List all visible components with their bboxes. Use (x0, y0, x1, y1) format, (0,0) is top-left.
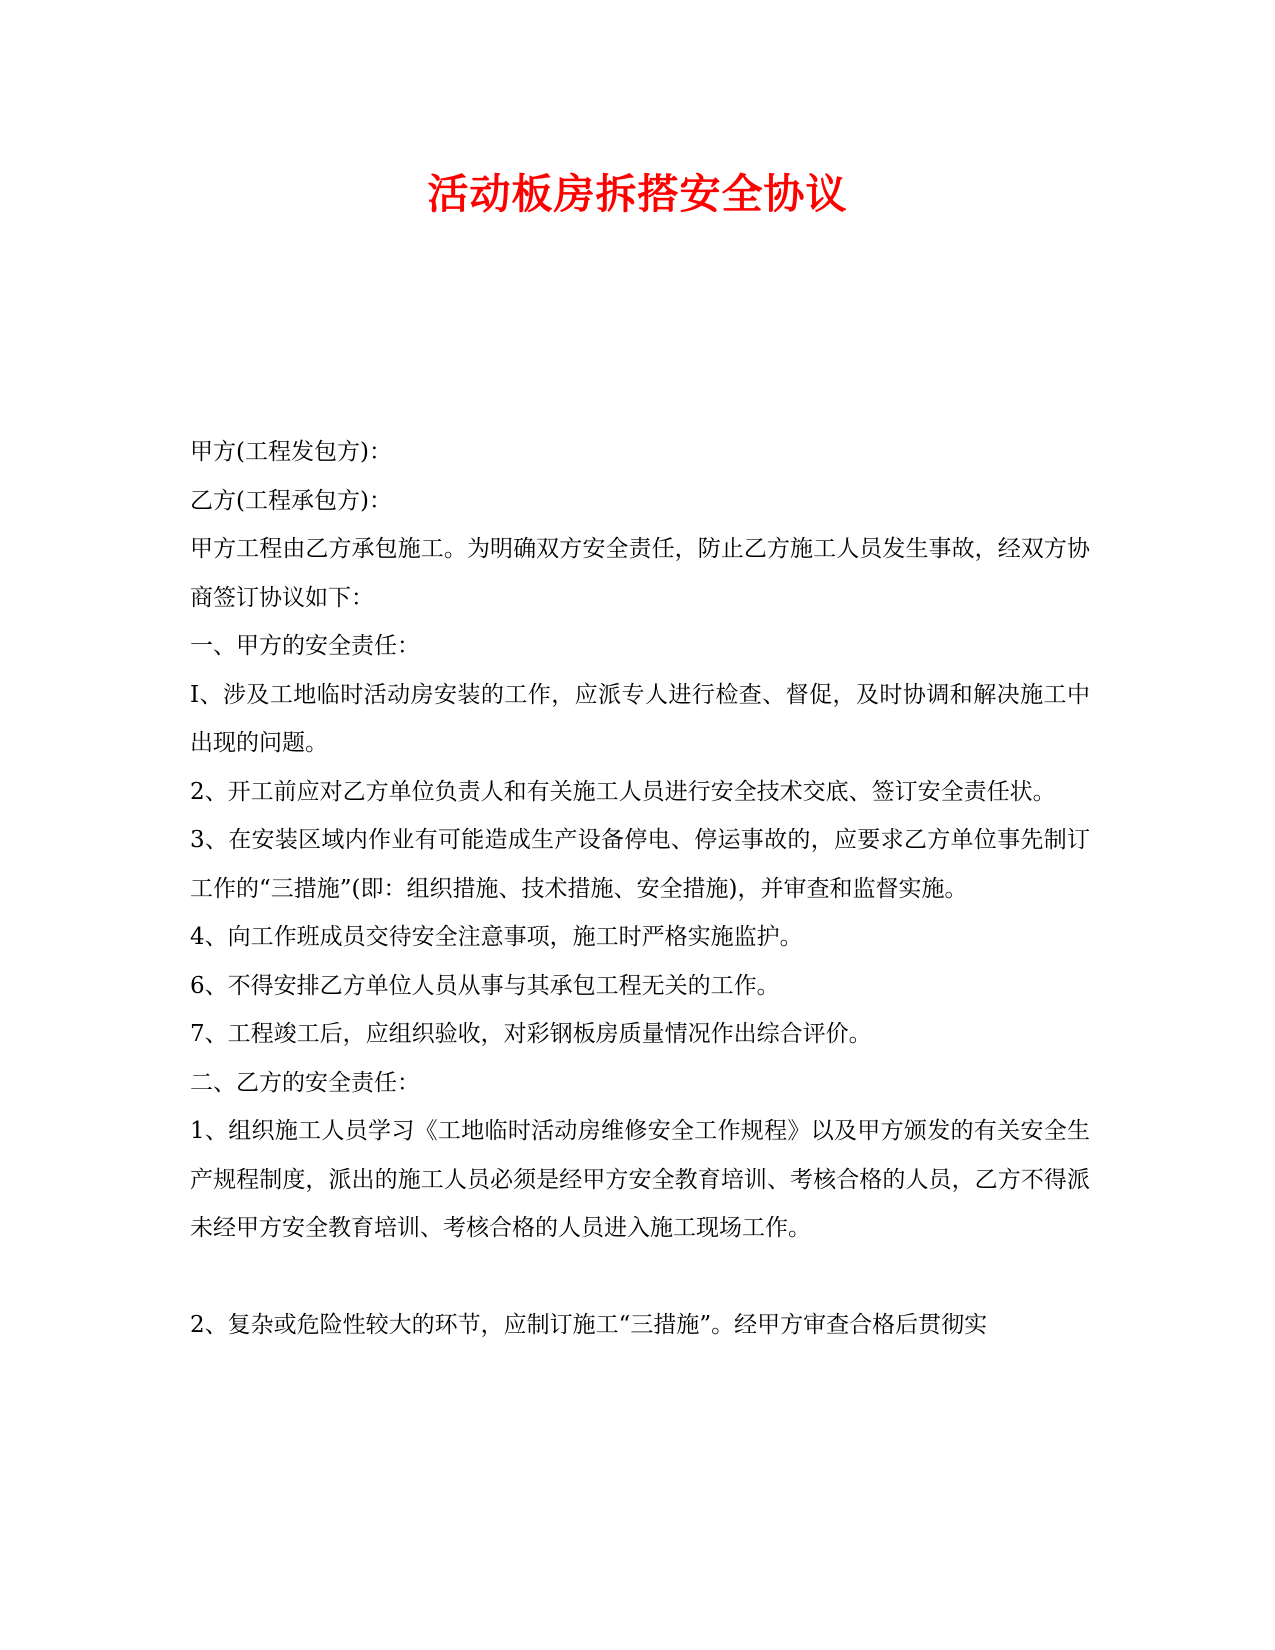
clause-a-6: 6、不得安排乙方单位人员从事与其承包工程无关的工作。 (190, 972, 780, 999)
clause-a-7: 7、工程竣工后，应组织验收，对彩钢板房质量情况作出综合评价。 (190, 1021, 872, 1047)
clause-b-1: 1、组织施工人员学习《工地临时活动房维修安全工作规程》以及甲方颁发的有关安全生产规程制度，派出的施工人员必须是经甲方安全教育培训、考核合格的人员，乙方不得派未经甲方安全教育培训、考核合格的人员进入施工现场工作。 (190, 1118, 1090, 1241)
party-a-line: 甲方(工程发包方)： (190, 439, 392, 465)
intro-paragraph: 甲方工程由乙方承包施工。为明确双方安全责任，防止乙方施工人员发生事故，经双方协商签订协议如下： (190, 536, 1090, 611)
clause-b-2: 2、复杂或危险性较大的环节，应制订施工“三措施”。经甲方审查合格后贯彻实 (190, 1311, 988, 1338)
section-heading-party-a: 一、甲方的安全责任： (190, 633, 420, 659)
document-body (190, 428, 1090, 1349)
document-title: 活动板房拆搭安全协议 (427, 170, 848, 218)
clause-a-4: 4、向工作班成员交待安全注意事项，施工时严格实施监护。 (190, 924, 803, 950)
section-heading-party-b: 二、乙方的安全责任： (190, 1069, 420, 1096)
clause-a-3: 3、在安装区域内作业有可能造成生产设备停电、停运事故的，应要求乙方单位事先制订工作的“三措施”(即：组织措施、技术措施、安全措施)，并审查和监督实施。 (190, 827, 1090, 902)
party-b-line: 乙方(工程承包方)： (190, 487, 392, 514)
clause-a-1: I、涉及工地临时活动房安装的工作，应派专人进行检查、督促，及时协调和解决施工中出现的问题。 (190, 681, 1090, 756)
clause-a-2: 2、开工前应对乙方单位负责人和有关施工人员进行安全技术交底、签订安全责任状。 (190, 778, 1056, 805)
